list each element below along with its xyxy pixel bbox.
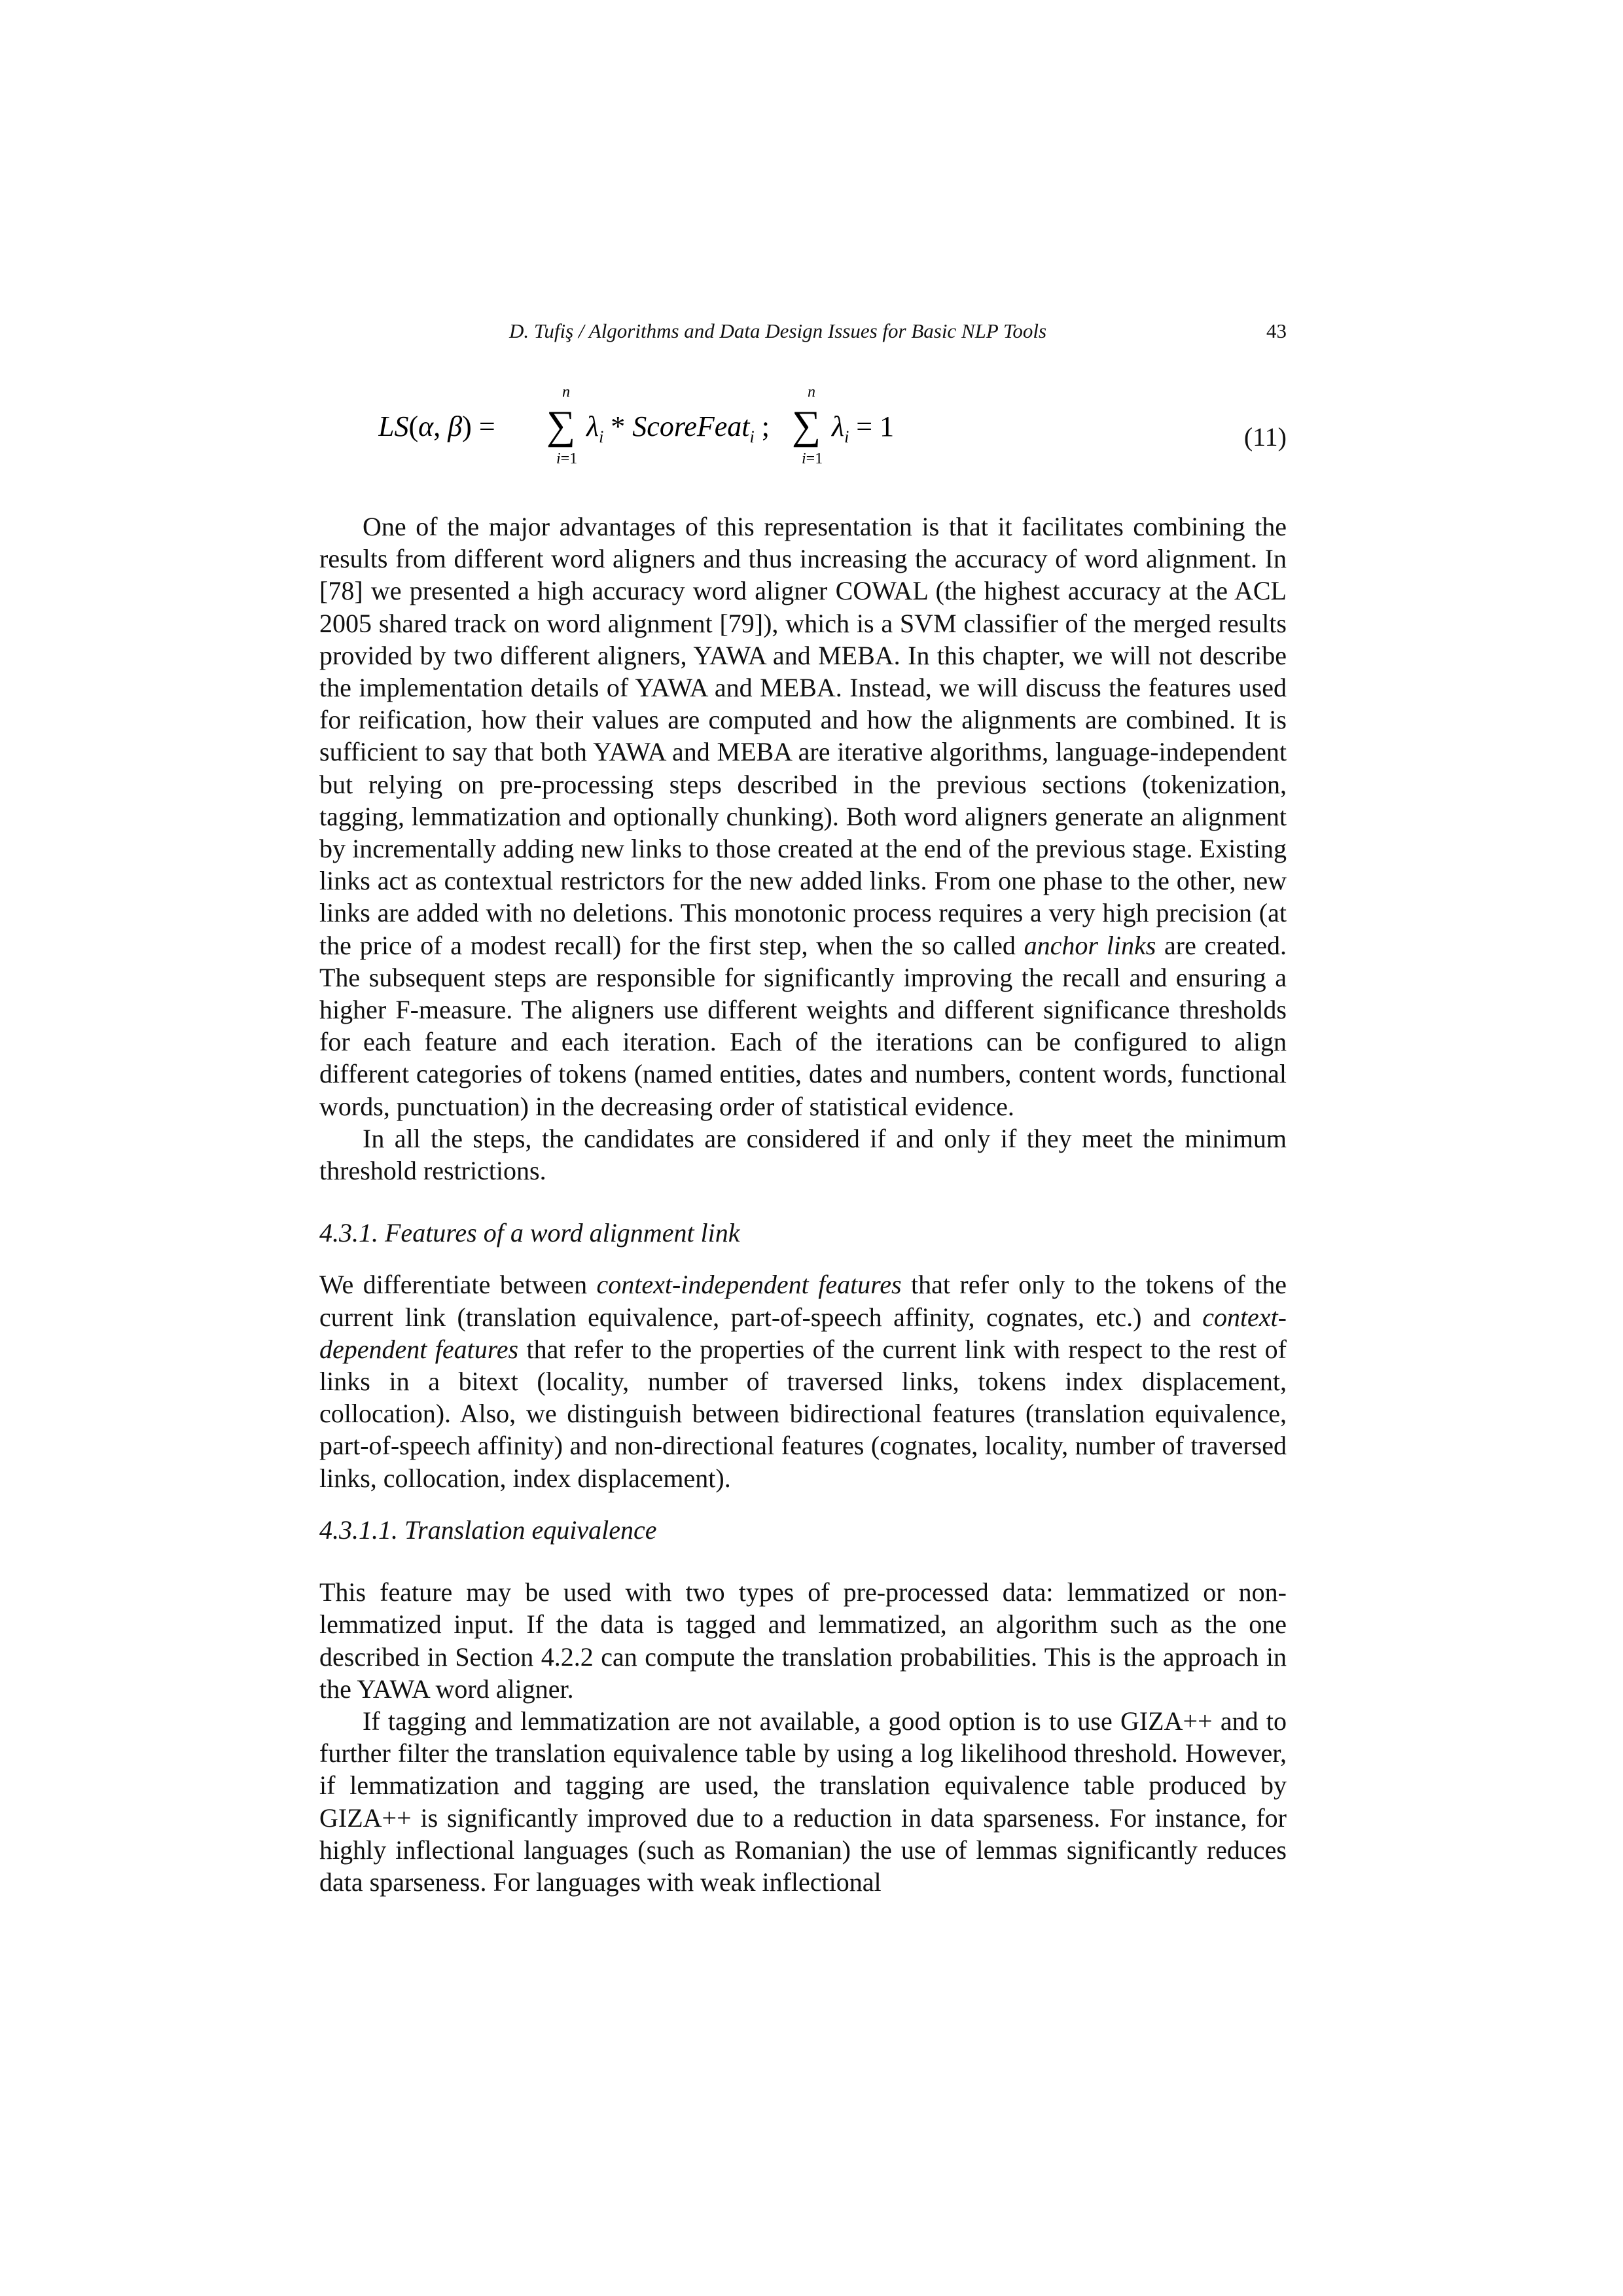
emphasis-context-independent: context-independent features [596, 1270, 902, 1300]
emphasis-context-dependent: context-dependent features [319, 1302, 1287, 1364]
paragraph-4: This feature may be used with two types of pre-processed data: lemmatized or non-lemmatized input. If the data is tagged and lemmatized, an algorithm such as the one described in Section 4.2.2 can compute the translation probabilities. This is the approach in the YAWA word aligner. [319, 1577, 1287, 1704]
section-heading-4-3-1-1: 4.3.1.1. Translation equivalence [319, 1515, 657, 1545]
running-header [319, 319, 1287, 352]
sum-lower-2: i=1 [802, 450, 823, 467]
body-text [319, 511, 1287, 1898]
page-number: 43 [1266, 319, 1287, 342]
sum-upper-1: n [562, 384, 570, 401]
paragraph-3: We differentiate between context-independent features that refer only to the tokens of the current link (translation equivalence, part-of-speech affinity, cognates, etc.) and context-dependent features that refer to the properties of the current link with respect to the rest of links in a bitext (locality, number of traversed links, tokens index displacement, collocation). Also, we distinguish between bidirectional features (translation equivalence, part-of-speech affinity) and non-directional features (cognates, locality, number of traversed links, collocation, index displacement). [319, 1270, 1287, 1493]
equation-11 [319, 364, 1287, 475]
emphasis-anchor-links: anchor links [1024, 930, 1156, 960]
equation-term: $\lambda_i$ * ScoreFeat$_i$ ; [586, 410, 770, 446]
sum-symbol-1: ∑ [546, 403, 576, 448]
equation-formula [378, 364, 967, 475]
sum-upper-2: n [808, 384, 815, 401]
paragraph-1: One of the major advantages of this representation is that it facilitates combining the results from different word aligners and thus increasing the accuracy of word alignment. In [78] we presented a high accuracy word aligner COWAL (the highest accuracy at the ACL 2005 shared track on word alignment [79]), which is a SVM classifier of the merged results provided by two different aligners, YAWA and MEBA. In this chapter, we will not describe the implementation details of YAWA and MEBA. Instead, we will discuss the features used for reification, how their values are computed and how the alignments are combined. It is sufficient to say that both YAWA and MEBA are iterative algorithms, language-independent but relying on pre-processing steps described in the previous sections (tokenization, tagging, lemmatization and optionally chunking). Both word aligners generate an alignment by incrementally adding new links to those created at the end of the previous stage. Existing links act as contextual restrictors for the new added links. From one phase to the other, new links are added with no deletions. This monotonic process requires a very high precision (at the price of a modest recall) for the first step, when the so called anchor links are created. The subsequent steps are responsible for significantly improving the recall and ensuring a higher F-measure. The aligners use different weights and different significance thresholds for each feature and each iteration. Each of the iterations can be configured to align different categories of tokens (named entities, dates and numbers, content words, functional words, punctuation) in the decreasing order of statistical evidence. [319, 512, 1287, 1121]
running-title: D. Tufiş / Algorithms and Data Design Issues for Basic NLP Tools [509, 319, 1047, 342]
sum-lower-1: i=1 [556, 450, 578, 467]
equation-constraint: $\lambda_i = 1$ [832, 410, 895, 446]
equation-lhs: LS(α, β) = [378, 410, 495, 442]
section-heading-4-3-1: 4.3.1. Features of a word alignment link [319, 1218, 740, 1248]
paragraph-5: If tagging and lemmatization are not available, a good option is to use GIZA++ and to further filter the translation equivalence table by using a log likelihood threshold. However, if lemmatization and tagging are used, the translation equivalence table produced by GIZA++ is significantly improved due to a reduction in data sparseness. For instance, for highly inflectional languages (such as Romanian) the use of lemmas significantly reduces data sparseness. For languages with weak inflectional [319, 1706, 1287, 1897]
equation-svg [378, 364, 967, 475]
paragraph-2: In all the steps, the candidates are considered if and only if they meet the minimum threshold restrictions. [319, 1123, 1287, 1186]
equation-number: (11) [1243, 422, 1287, 452]
sum-symbol-2: ∑ [792, 403, 821, 448]
